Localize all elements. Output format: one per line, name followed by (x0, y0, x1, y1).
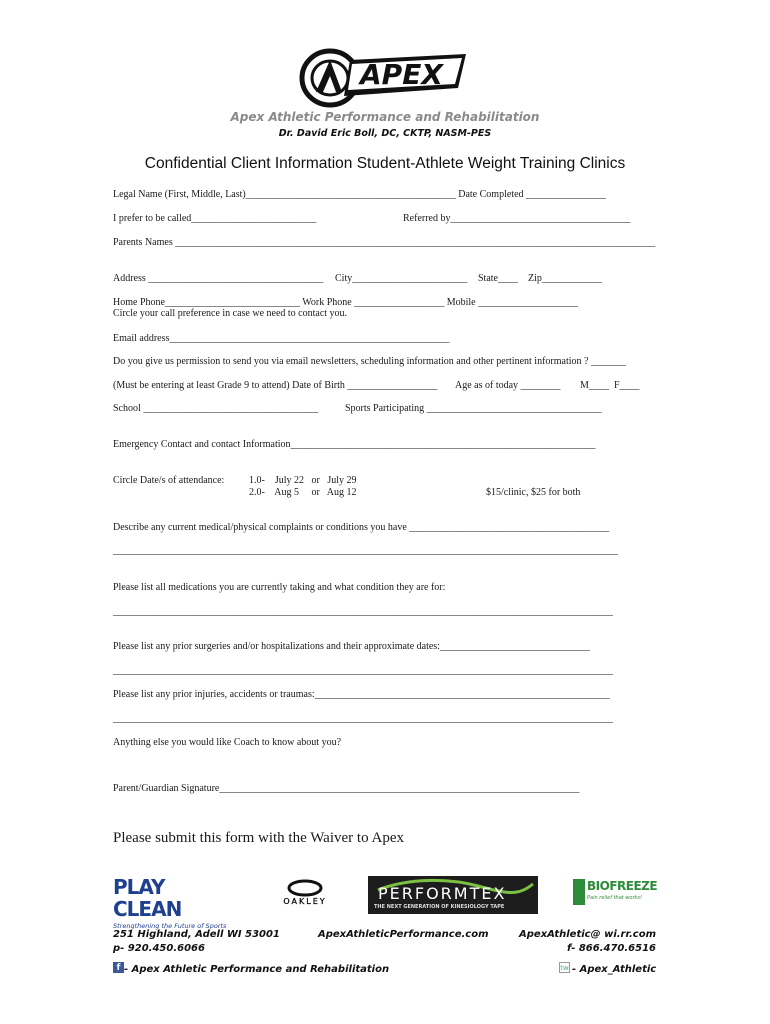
playclean-tagline: Strengthening the Future of Sports (113, 922, 227, 930)
medical-complaints-field[interactable]: Describe any current medical/physical complaints or conditions you have ________________________________________ (113, 522, 610, 533)
performtex-tagline: THE NEXT GENERATION OF KINESIOLOGY TAPE (374, 904, 505, 910)
playclean-logo (113, 875, 235, 930)
oakley-logo-text: OAKLEY (283, 897, 327, 906)
attendance-label: Circle Date/s of attendance: (113, 475, 225, 486)
referred-by-field[interactable]: Referred by____________________________________ (403, 213, 631, 224)
performtex-logo-text: PERFORMTEX (378, 884, 507, 903)
biofreeze-tagline: Pain relief that works! (587, 895, 643, 901)
email-field[interactable]: Email address________________________________________________________ (113, 333, 450, 344)
medications-label: Please list all medications you are currently taking and what condition they are for: (113, 582, 446, 593)
biofreeze-logo-text: BIOFREEZE (587, 879, 658, 893)
date-option-2[interactable]: 2.0- Aug 5 or Aug 12 (249, 487, 357, 498)
sports-field[interactable]: Sports Participating ___________________________________ (345, 403, 602, 414)
submit-note: Please submit this form with the Waiver to Apex (113, 830, 404, 846)
age-field[interactable]: Age as of today ________ (455, 380, 561, 391)
surgeries-line[interactable]: ____________________________________________________________________________________________________ (113, 665, 613, 676)
playclean-logo-text: PLAY CLEAN (113, 875, 182, 921)
footer-address: 251 Highland, Adell WI 53001 (113, 929, 280, 940)
oakley-logo (270, 879, 340, 909)
medical-complaints-line[interactable]: _____________________________________________________________________________________________________ (113, 545, 618, 556)
surgeries-field[interactable]: Please list any prior surgeries and/or hospitalizations and their approximate dates:______________________________ (113, 641, 590, 652)
legal-name-field[interactable]: Legal Name (First, Middle, Last)__________________________________________ Date Completed ________________ (113, 189, 607, 200)
injuries-field[interactable]: Please list any prior injuries, accidents or traumas:___________________________________________________________ (113, 689, 610, 700)
parents-names-field[interactable]: Parents Names ________________________________________________________________________________________________ (113, 237, 656, 248)
footer-email-link[interactable]: ApexAthletic@ wi.rr.com (519, 929, 656, 940)
anything-else-label: Anything else you would like Coach to know about you? (113, 737, 342, 748)
org-name: Apex Athletic Performance and Rehabilitation (230, 110, 540, 124)
call-preference-note: Circle your call preference in case we need to contact you. (113, 308, 348, 319)
male-field[interactable]: M____ (580, 380, 609, 391)
phones-field[interactable]: Home Phone___________________________ Work Phone __________________ Mobile ____________________ (113, 297, 579, 308)
footer-fax: f- 866.470.6516 (567, 943, 656, 954)
performtex-logo (368, 876, 538, 914)
state-field[interactable]: State____ (478, 273, 518, 284)
form-title: Confidential Client Information Student-Athlete Weight Training Clinics (144, 155, 626, 172)
apex-logo-text: APEX (360, 58, 443, 91)
injuries-line[interactable]: ____________________________________________________________________________________________________ (113, 713, 613, 724)
footer-website-link[interactable]: ApexAthleticPerformance.com (318, 929, 489, 940)
twitter-icon[interactable]: tw (560, 964, 569, 972)
apex-logo (298, 46, 470, 110)
date-option-1[interactable]: 1.0- July 22 or July 29 (249, 475, 357, 486)
medications-line[interactable]: ____________________________________________________________________________________________________ (113, 606, 613, 617)
biofreeze-badge-icon (573, 879, 585, 905)
footer-facebook-link[interactable]: - Apex Athletic Performance and Rehabilitation (124, 964, 390, 975)
facebook-icon[interactable]: f (113, 962, 124, 973)
footer-twitter-link[interactable]: - Apex_Athletic (572, 964, 657, 975)
email-permission-field[interactable]: Do you give us permission to send you via email newsletters, scheduling information and other pertinent information ? _______ (113, 356, 626, 367)
address-field[interactable]: Address ___________________________________ (113, 273, 324, 284)
guardian-signature-field[interactable]: Parent/Guardian Signature________________________________________________________________________ (113, 783, 580, 794)
school-field[interactable]: School ___________________________________ (113, 403, 319, 414)
date-of-birth-field[interactable]: (Must be entering at least Grade 9 to attend) Date of Birth __________________ (113, 380, 438, 391)
price-note: $15/clinic, $25 for both (486, 487, 581, 498)
preferred-name-field[interactable]: I prefer to be called_________________________ (113, 213, 317, 224)
female-field[interactable]: F____ (614, 380, 640, 391)
doctor-credentials: Dr. David Eric Boll, DC, CKTP, NASM-PES (278, 128, 492, 139)
zip-field[interactable]: Zip____________ (528, 273, 602, 284)
biofreeze-logo (573, 879, 658, 907)
city-field[interactable]: City_______________________ (335, 273, 468, 284)
footer-phone: p- 920.450.6066 (113, 943, 205, 954)
emergency-contact-field[interactable]: Emergency Contact and contact Information_____________________________________________________________ (113, 439, 596, 450)
